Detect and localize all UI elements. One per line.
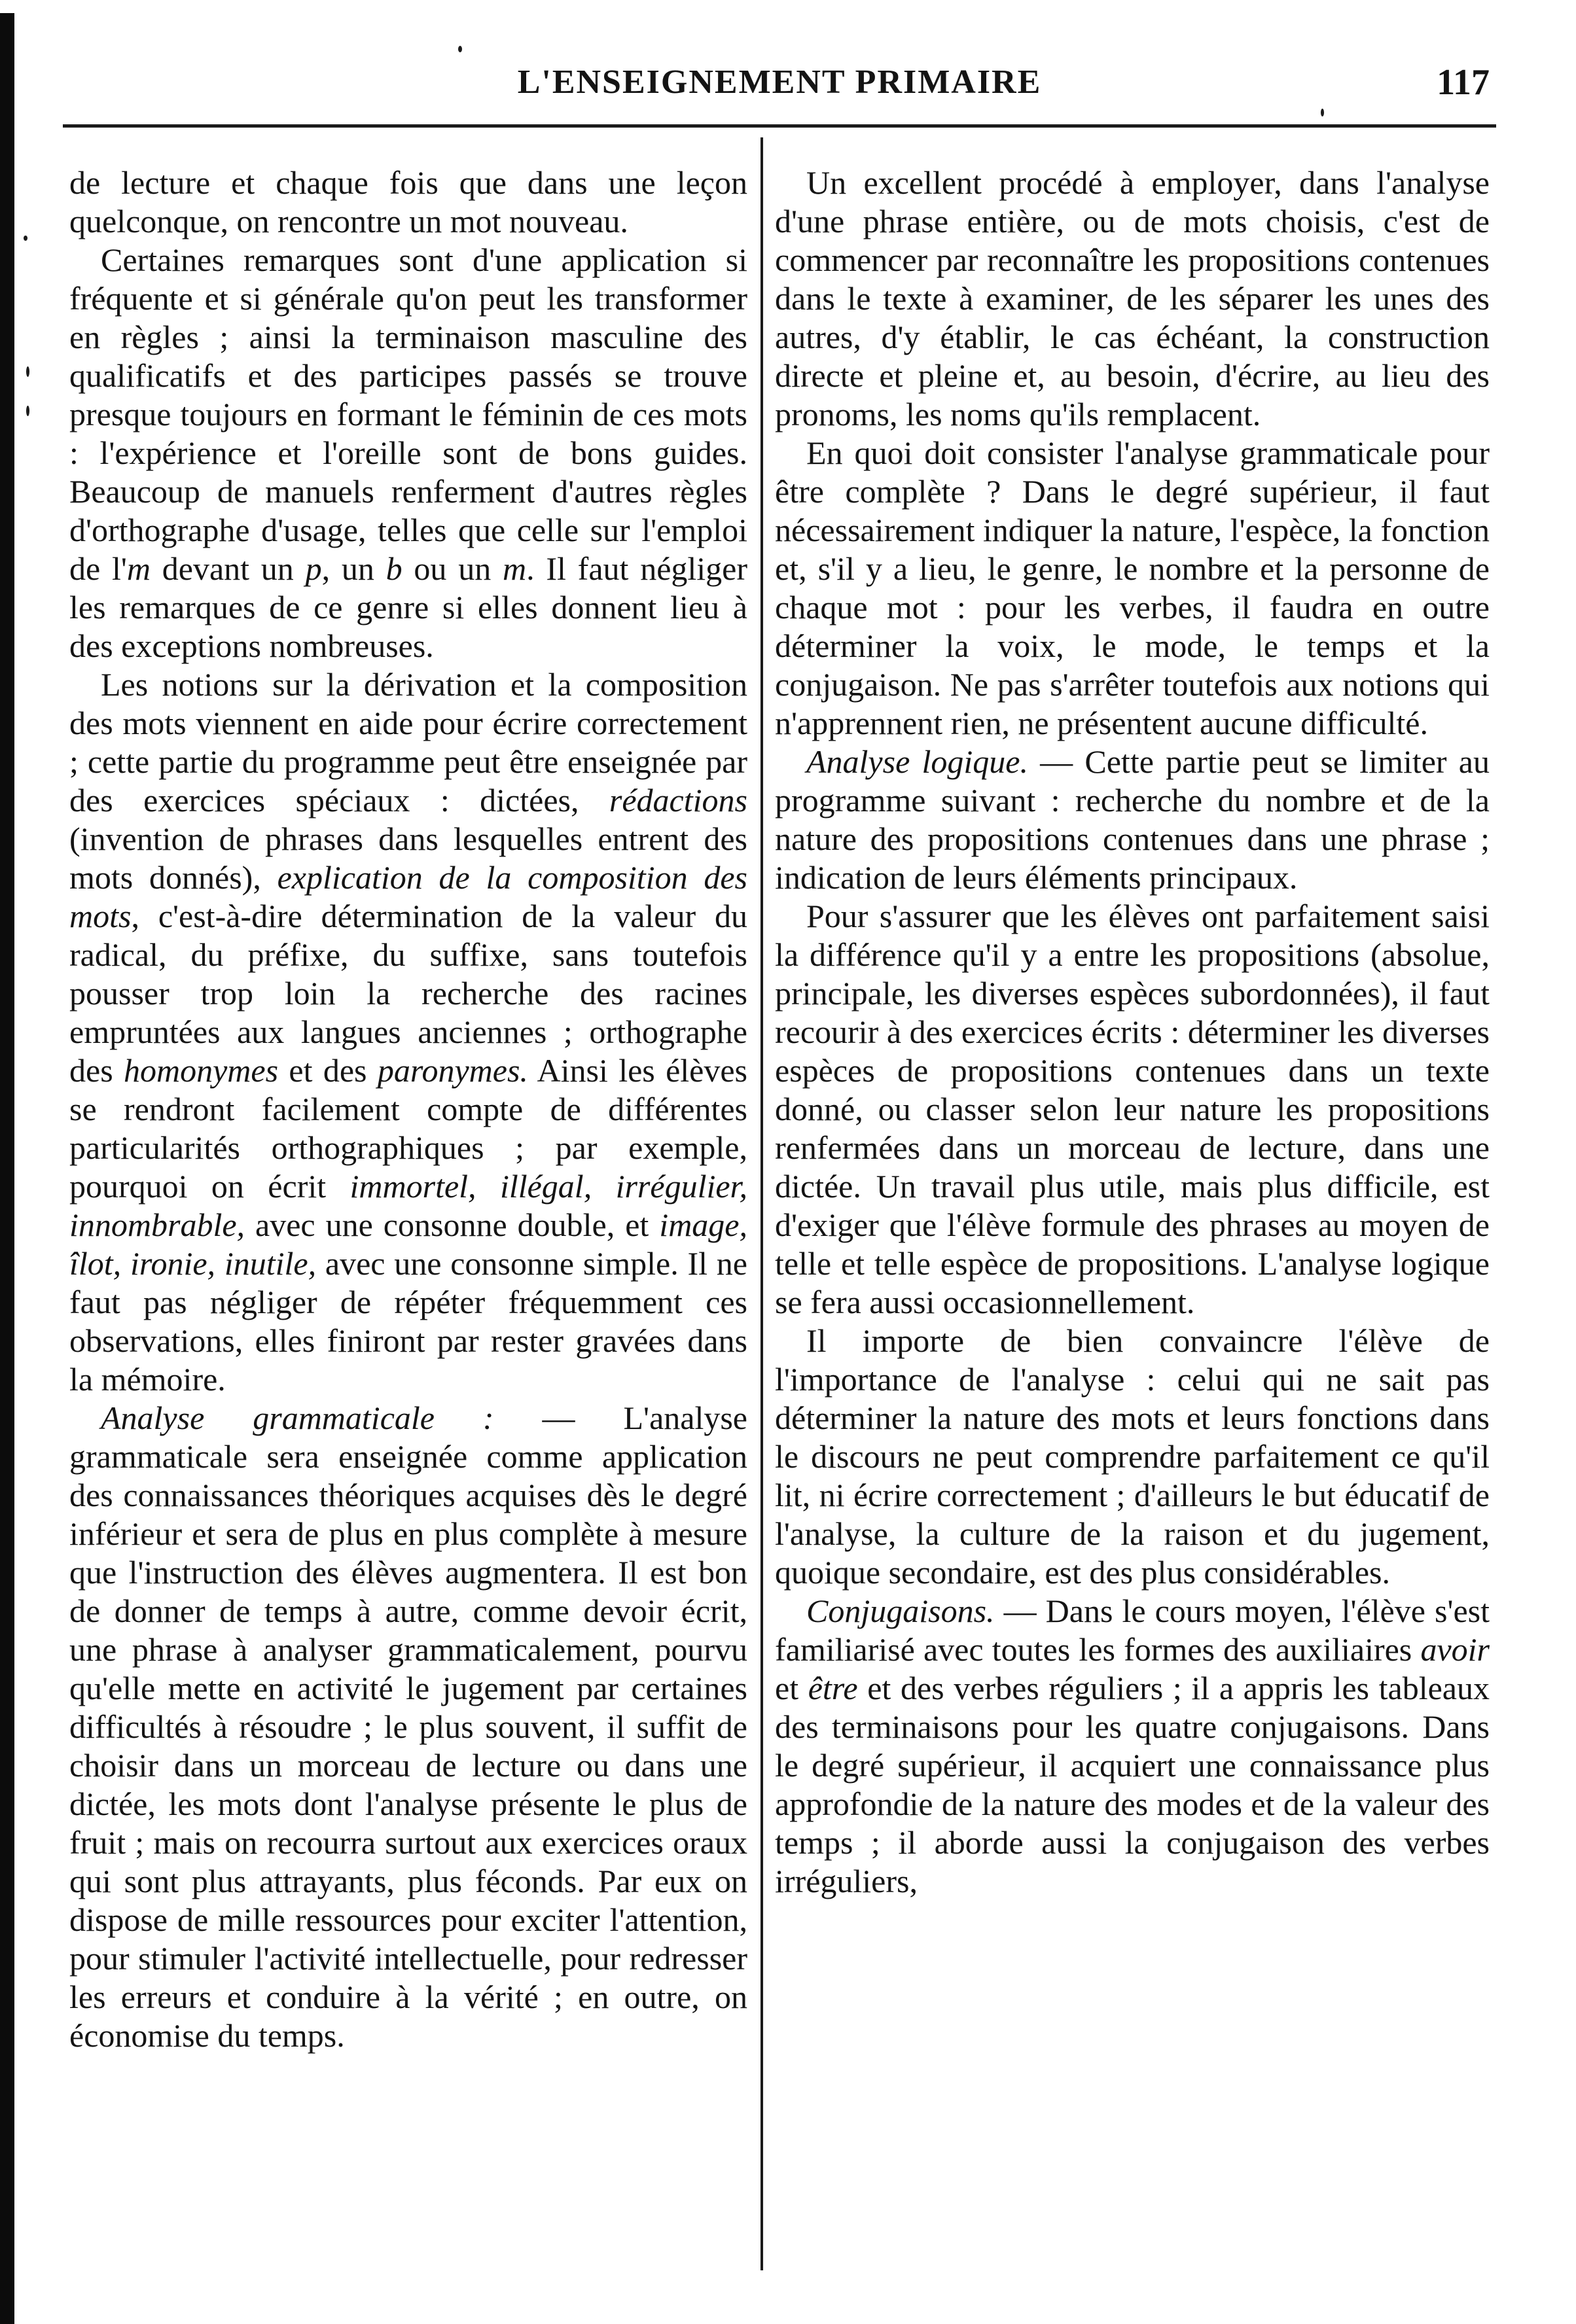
text-run: et des	[278, 1052, 378, 1089]
column-divider	[761, 137, 763, 2270]
section-heading: Analyse grammaticale :	[101, 1400, 494, 1436]
paragraph	[775, 1592, 1490, 1901]
text-run: Ainsi les élèves se rendront facilement compte de différentes particularités orthographiques ; par exemple, pourquoi on écrit	[69, 1052, 748, 1205]
text-run: avec une consonne double, et	[245, 1206, 660, 1243]
text-run: . Il faut négliger les remarques de ce genre si elles donnent lieu à des exceptions nombreuses.	[69, 550, 748, 664]
italic-run: image, îlot, ironie, inutile,	[69, 1206, 747, 1282]
paragraph: En quoi doit consister l'analyse grammaticale pour être complète ? Dans le degré supérieur, il faut nécessairement indiquer la nature, l'espèce, la fonction et, s'il y a lieu, le genre, le nombre et la personne de chaque mot : pour les verbes, il faudra en outre déterminer la voix, le mode, le temps et la conjugaison. Ne pas s'arrêter toutefois aux notions qui n'apprennent rien, ne présentent aucune difficulté.	[775, 434, 1490, 741]
paragraph	[69, 241, 747, 665]
left-column	[69, 164, 747, 2055]
text-run: — Cette partie peut se limiter au programme suivant : recherche du nombre et de la nature des propositions contenues dans une phrase ; indication de leurs éléments principaux.	[775, 743, 1490, 896]
scan-speck	[26, 406, 29, 416]
text-run: et	[775, 1670, 808, 1706]
page-header	[63, 52, 1496, 128]
text-run: — Dans le cours moyen, l'élève s'est familiarisé avec toutes les formes des auxiliaires	[775, 1593, 1490, 1668]
italic-run: homonymes	[124, 1052, 279, 1089]
section-heading: Conjugaisons.	[806, 1593, 995, 1629]
text-run: — L'analyse grammaticale sera enseignée comme application des connaissances théoriques acquises dès le degré inférieur et sera de plus en plus complète à mesure que l'instruction des élèves augmentera. Il est bon de donner de temps à autre, comme devoir écrit, une phrase à analyser grammaticalement, pourvu qu'elle mette en activité le jugement par certaines difficultés à résoudre ; le plus souvent, il suffit de choisir dans un morceau de lecture ou dans une dictée, les mots dont l'analyse présente le plus de fruit ; mais on recourra surtout aux exercices oraux qui sont plus attrayants, plus féconds. Par eux on dispose de mille ressources pour exciter l'attention, pour stimuler l'activité intellectuelle, pour redresser les erreurs et conduire à la vérité ; en outre, on économise du temps.	[69, 1400, 747, 2054]
paragraph: de lecture et chaque fois que dans une leçon quelconque, on rencontre un mot nouveau.	[69, 164, 747, 239]
text-run: (invention de phrases dans lesquelles entrent des mots donnés),	[69, 820, 747, 896]
text-run: devant un	[150, 550, 306, 587]
paragraph	[69, 665, 747, 1399]
italic-run: m	[502, 550, 527, 587]
italic-run: avoir	[1420, 1631, 1490, 1668]
italic-run: rédactions	[609, 782, 747, 819]
text-run: ou un	[402, 550, 503, 587]
scan-edge-bar	[0, 13, 14, 2324]
paragraph	[775, 743, 1490, 897]
text-run: et des verbes réguliers ; il a appris les tableaux des terminaisons pour les quatre conjugaisons. Dans le degré supérieur, il acquiert une connaissance plus approfondie de la nature des modes et de la valeur des temps ; il aborde aussi la conjugaison des verbes irréguliers,	[775, 1670, 1490, 1899]
running-title: L'ENSEIGNEMENT PRIMAIRE	[517, 63, 1042, 101]
section-heading: Analyse logique.	[806, 743, 1028, 780]
text-run: , c'est-à-dire détermination de la valeur du radical, du préfixe, du suffixe, sans toutefois pousser trop loin la recherche des racines empruntées aux langues anciennes ; orthographe des	[69, 898, 747, 1089]
text-run: Les notions sur la dérivation et la composition des mots viennent en aide pour écrire correctement ; cette partie du programme peut être enseignée par des exercices spéciaux : dictées,	[69, 666, 747, 819]
paragraph: Un excellent procédé à employer, dans l'analyse d'une phrase entière, ou de mots choisis, c'est de commencer par reconnaître les propositions contenues dans le texte à examiner, de les séparer les unes des autres, d'y établir, le cas échéant, la construction directe et pleine et, au besoin, d'écrire, au lieu des pronoms, les noms qu'ils remplacent.	[775, 164, 1490, 432]
paragraph: Il importe de bien convaincre l'élève de l'importance de l'analyse : celui qui ne sait pas déterminer la nature des mots et leurs fonctions dans le discours ne peut comprendre parfaitement ce qu'il lit, ni écrire correctement ; d'ailleurs le but éducatif de l'analyse, la culture de la raison et du jugement, quoique secondaire, est des plus considérables.	[775, 1322, 1490, 1591]
italic-run: paronymes.	[377, 1052, 528, 1089]
scan-speck	[26, 366, 29, 377]
paragraph	[69, 1399, 747, 2055]
page-number: 117	[1437, 62, 1490, 103]
italic-run: être	[808, 1670, 858, 1706]
italic-run: explication de la composition des mots	[69, 859, 747, 934]
text-run: Certaines remarques sont d'une application si fréquente et si générale qu'on peut les transformer en règles ; ainsi la terminaison masculine des qualificatifs et des participes passés se trouve presque toujours en formant le féminin de ces mots : l'expérience et l'oreille sont de bons guides. Beaucoup de manuels renferment d'autres règles d'orthographe d'usage, telles que celle sur l'emploi de l'	[69, 241, 747, 587]
italic-run: immortel, illégal, irrégulier, innombrable,	[69, 1168, 747, 1243]
scan-speck	[458, 46, 462, 52]
text-run: avec une consonne simple. Il ne faut pas négliger de répéter fréquemment ces observations, elles finiront par rester gravées dans la mémoire.	[69, 1245, 747, 1398]
right-column	[775, 164, 1490, 1901]
italic-run: m	[126, 550, 151, 587]
scan-speck	[24, 236, 27, 241]
italic-run: p	[305, 550, 322, 587]
italic-run: b	[385, 550, 403, 587]
paragraph: Pour s'assurer que les élèves ont parfaitement saisi la différence qu'il y a entre les propositions (absolue, principale, les diverses espèces subordonnées), il faut recourir à des exercices écrits : déterminer les diverses espèces de propositions contenues dans un texte donné, ou classer selon leur nature les propositions renfermées dans un morceau de lecture, dans une dictée. Un travail plus utile, mais plus difficile, est d'exiger que l'élève formule des phrases au moyen de telle et telle espèce de propositions. L'analyse logique se fera aussi occasionnellement.	[775, 898, 1490, 1320]
text-run: , un	[321, 550, 386, 587]
